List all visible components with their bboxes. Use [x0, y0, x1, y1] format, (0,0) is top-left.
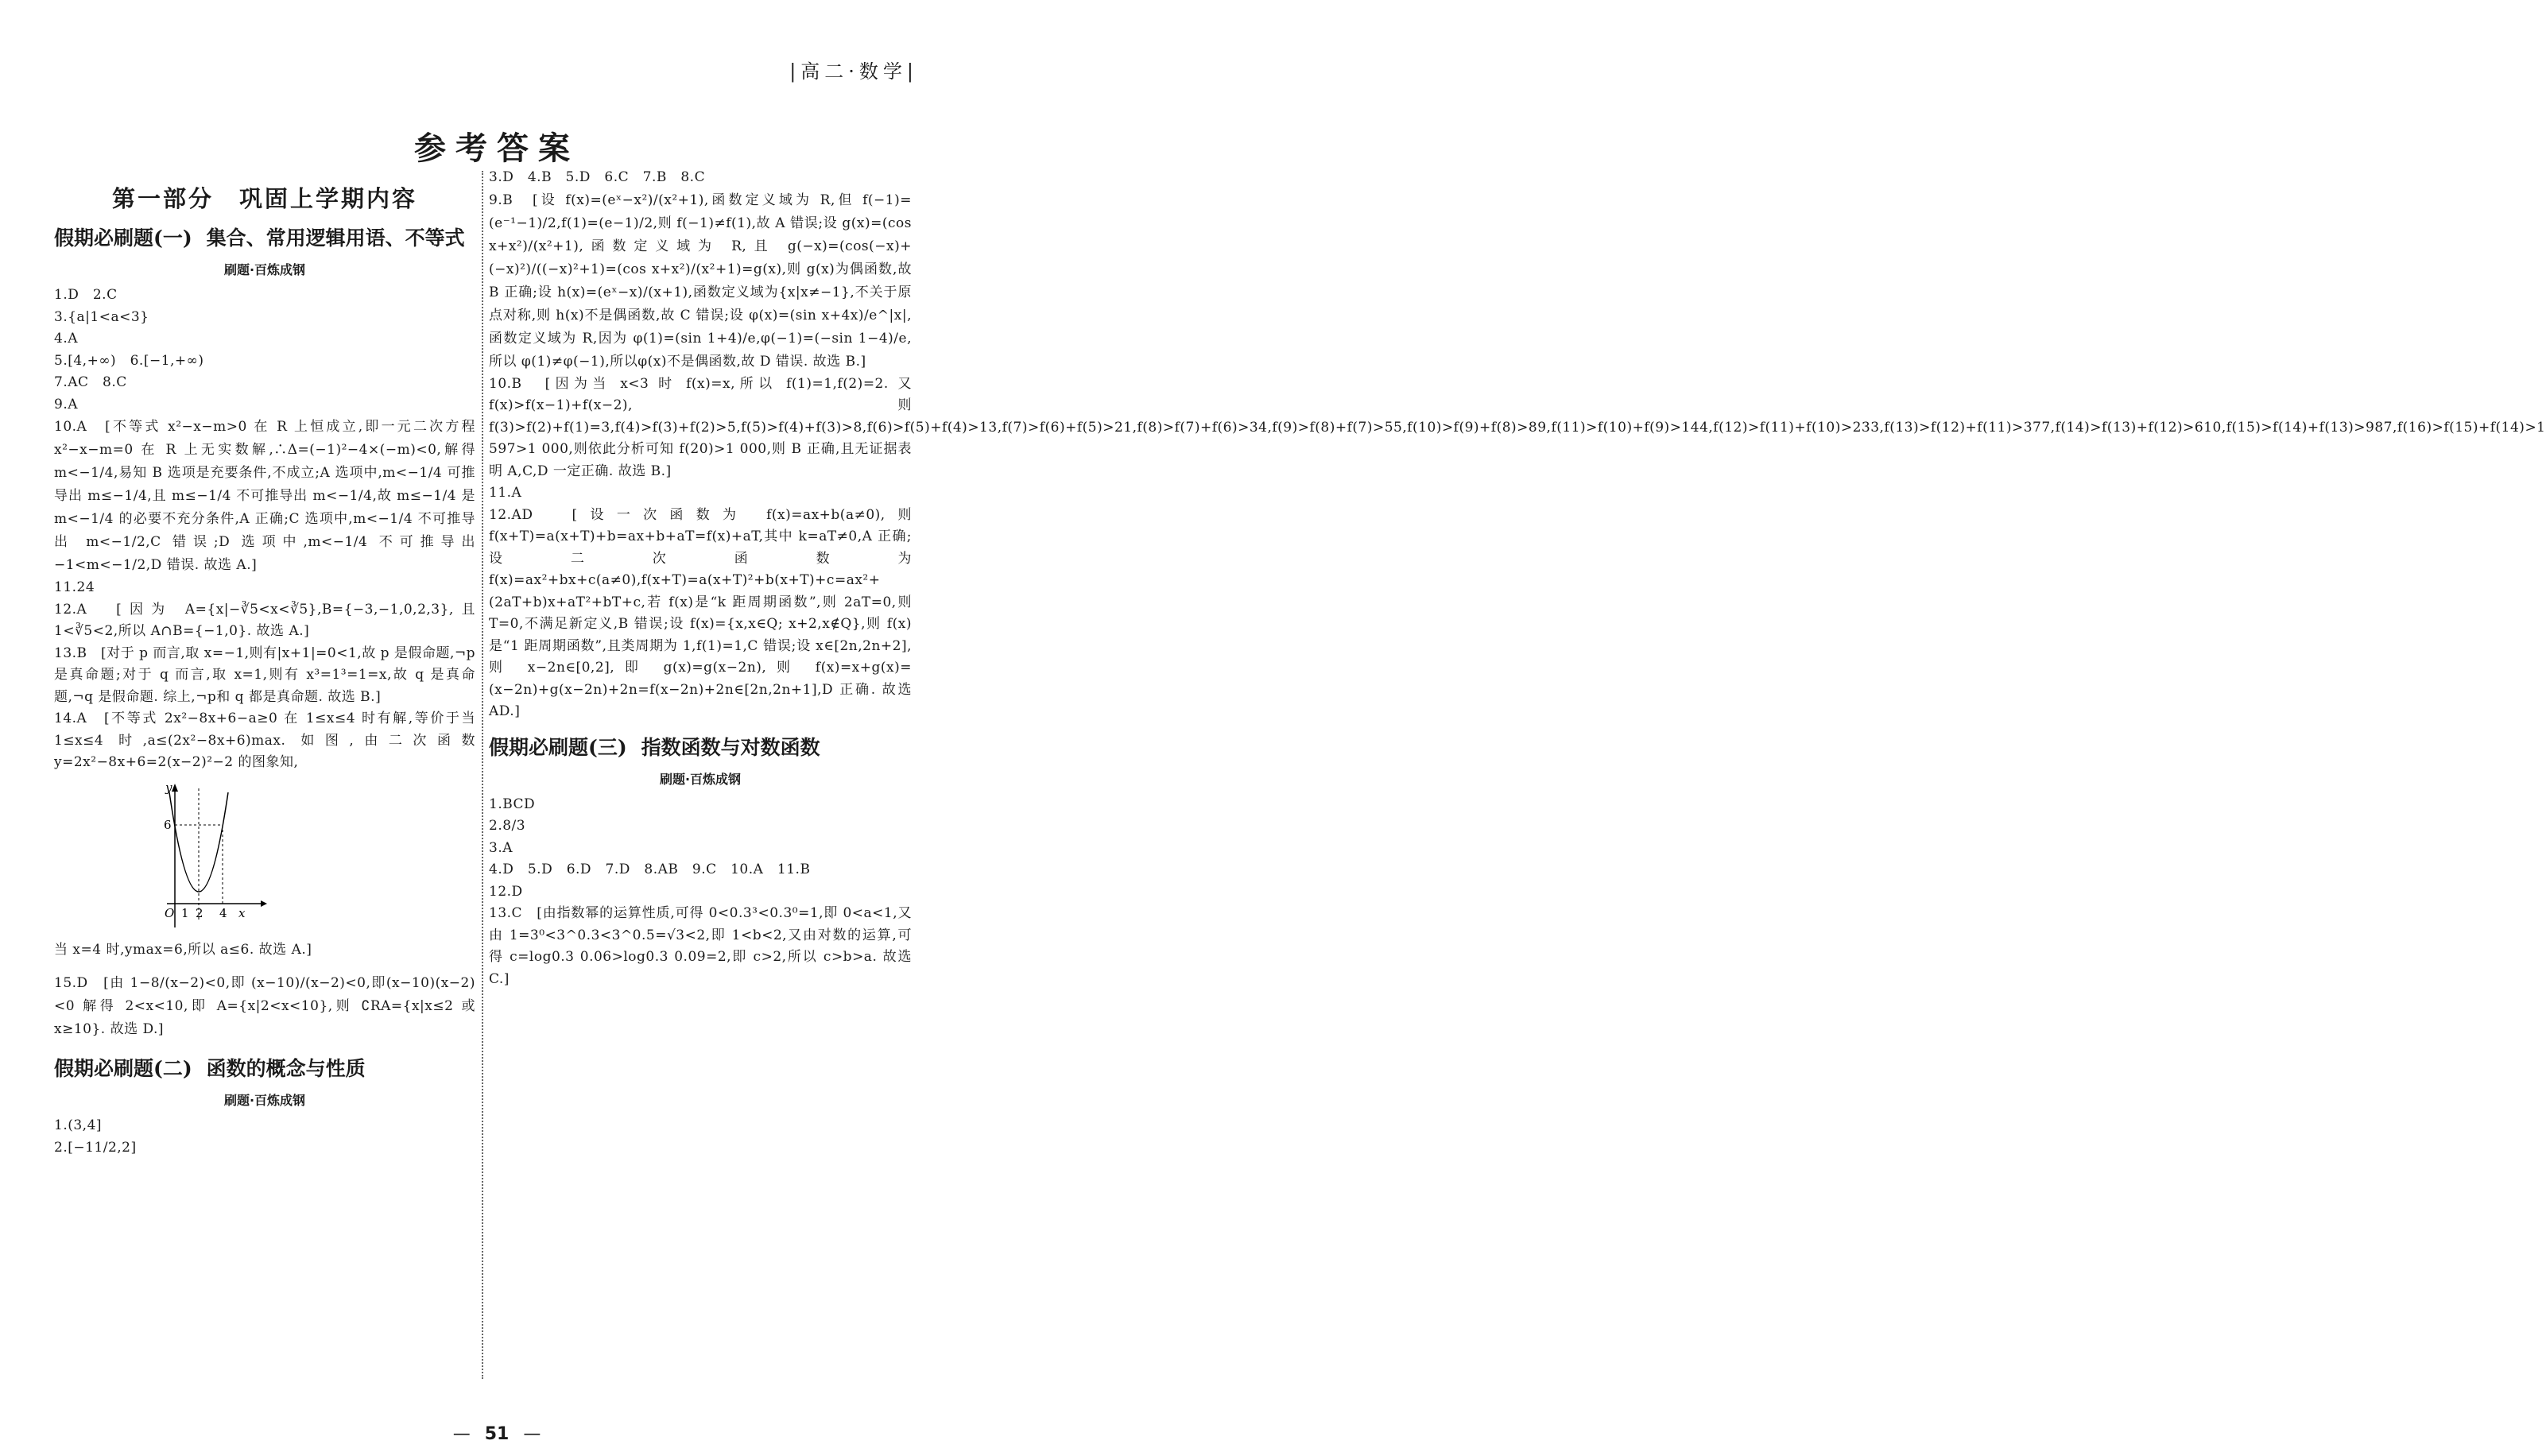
answer-item: 13.B [对于 p 而言,取 x=−1,则有|x+1|=0<1,故 p 是假命题,¬p 是真命题;对于 q 而言,取 x=1,则有 x³=1³=1=x,故 q 是真命题,¬q 是假命题. 综上,¬p和 q 都是真命题. 故选 B.]: [54, 645, 475, 705]
answer-item: 12.A [因为 A={x|−∛5<x<∛5},B={−3,−1,0,2,3},且 1<∛5<2,所以 A∩B={−1,0}. 故选 A.]: [54, 601, 475, 639]
answer-item: 9.A: [54, 396, 78, 412]
page-number: 51: [484, 1424, 510, 1444]
sub-heading: 刷题·百炼成钢: [223, 1093, 306, 1108]
section-title-2: [54, 1054, 475, 1084]
section-title-1: [54, 223, 475, 254]
section-name: 指数函数与对数函数: [641, 735, 820, 759]
answer-item: 1.(3,4]: [54, 1117, 103, 1133]
answer-item: 15.D [由 1−8/(x−2)<0,即 (x−10)/(x−2)<0,即(x−10)(x−2)<0 解得 2<x<10,即 A={x|2<x<10},则 ∁RA={x|x≤2 或 x≥10}. 故选 D.]: [54, 975, 475, 1037]
label-origin: O: [165, 905, 175, 920]
answer-item: 3.A: [489, 839, 513, 856]
answer-item: 3.{a|1<a<3}: [54, 308, 149, 325]
answer-item: 11.24: [54, 579, 95, 595]
label-six: 6: [164, 817, 172, 832]
right-column: [489, 167, 2546, 990]
left-column: [54, 167, 475, 1159]
column-divider: [482, 171, 483, 1379]
answer-item: 4.A: [54, 331, 78, 347]
page-footer: — 51 —: [452, 1424, 541, 1444]
answer-item: 10.A [不等式 x²−x−m>0 在 R 上恒成立,即一元二次方程 x²−x−m=0 在 R 上无实数解,∴Δ=(−1)²−4×(−m)<0,解得m<−1/4,易知 B 选项是充要条件,不成立;A 选项中,m<−1/4 可推导出 m≤−1/4,且 m≤−1/4 不可推导出 m<−1/4,故 m≤−1/4 是 m<−1/4 的必要不充分条件,A 正确;C 选项中,m<−1/4 不可推导出 m<−1/2,C 错误;D 选项中,m<−1/4 不可推导出 −1<m<−1/2,D 错误. 故选 A.]: [54, 419, 475, 573]
answer-item: 13.C [由指数幂的运算性质,可得 0<0.3³<0.3⁰=1,即 0<a<1,又由 1=3⁰<3^0.3<3^0.5=√3<2,即 1<b<2,又由对数的运算,可得 c=log0.3 0.06>log0.3 0.09=2,即 c>2,所以 c>b>a. 故选 C.]: [489, 905, 912, 987]
answer-item: 14.A [不等式 2x²−8x+6−a≥0 在 1≤x≤4 时有解,等价于当 1≤x≤4 时,a≤(2x²−8x+6)max. 如图,由二次函数 y=2x²−8x+6=2(x−2)²−2 的图象知,: [54, 711, 475, 770]
label-y: y: [165, 780, 172, 795]
sub-heading: 刷题·百炼成钢: [659, 771, 742, 787]
sub-heading: 刷题·百炼成钢: [223, 262, 306, 277]
label-four: 4: [219, 905, 227, 920]
parabola-graph: [165, 780, 269, 931]
section-number: 假期必刷题(二): [54, 1057, 192, 1080]
answer-item: 10.B [因为当 x<3 时 f(x)=x,所以 f(1)=1,f(2)=2. 又 f(x)>f(x−1)+f(x−2),则 f(3)>f(2)+f(1)=3,f(4)>f(3)+f(2)>5,f(5)>f(4)+f(3)>8,f(6)>f(5)+f(4)>13,f(7)>f(6)+f(5)>21,f(8)>f(7)+f(6)>34,f(9)>f(8)+f(7)>55,f(10)>f(9)+f(8)>89,f(11)>f(10)+f(9)>144,f(12)>f(11)+f(10)>233,f(13)>f(12)+f(11)>377,f(14)>f(13)+f(12)>610,f(15)>f(14)+f(13)>987,f(16)>f(15)+f(14)>1 597>1 000,则依此分析可知 f(20)>1 000,则 B 正确,且无证据表明 A,C,D 一定正确. 故选 B.]: [489, 375, 2546, 479]
page-title: 参考答案: [414, 130, 579, 167]
label-one: 1: [181, 905, 189, 920]
section-name: 集合、常用逻辑用语、不等式: [206, 227, 465, 250]
label-two: 2: [196, 905, 203, 920]
answer-item: 9.B [设 f(x)=(eˣ−x²)/(x²+1),函数定义域为 R,但 f(−1)=(e⁻¹−1)/2,f(1)=(e−1)/2,则 f(−1)≠f(1),故 A 错误;设 g(x)=(cos x+x²)/(x²+1),函数定义域为 R,且 g(−x)=(cos(−x)+(−x)²)/((−x)²+1)=(cos x+x²)/(x²+1)=g(x),则 g(x)为偶函数,故 B 正确;设 h(x)=(eˣ−x)/(x+1),函数定义域为{x|x≠−1},不关于原点对称,则 h(x)不是偶函数,故 C 错误;设 φ(x)=(sin x+4x)/e^|x|,函数定义域为 R,因为 φ(1)=(sin 1+4)/e,φ(−1)=(−sin 1−4)/e,所以 φ(1)≠φ(−1),所以φ(x)不是偶函数,故 D 错误. 故选 B.]: [489, 192, 912, 370]
section-number: 假期必刷题(一): [54, 227, 192, 250]
answer-item: 3.D 4.B 5.D 6.C 7.B 8.C: [489, 169, 706, 185]
answer-item: 12.AD [设一次函数为 f(x)=ax+b(a≠0),则 f(x+T)=a(x+T)+b=ax+b+aT=f(x)+aT,其中 k=aT≠0,A 正确;设二次函数为 f(x)=ax²+bx+c(a≠0),f(x+T)=a(x+T)²+b(x+T)+c=ax²+(2aT+b)x+aT²+bT+c,若 f(x)是“k 距周期函数”,则 2aT=0,则 T=0,不满足新定义,B 错误;设 f(x)={x,x∈Q; x+2,x∉Q},则 f(x)是“1 距周期函数”,且类周期为 1,f(1)=1,C 错误;设 x∈[2n,2n+2],则 x−2n∈[0,2],即 g(x)=g(x−2n),则 f(x)=x+g(x)=(x−2n)+g(x−2n)+2n=f(x−2n)+2n∈[2n,2n+1],D 正确. 故选 AD.]: [489, 506, 912, 719]
answer-item: 2.[−11/2,2]: [54, 1139, 137, 1156]
answer-item: 5.[4,+∞) 6.[−1,+∞): [54, 352, 204, 369]
label-x: x: [238, 905, 246, 920]
answer-item: 当 x=4 时,ymax=6,所以 a≤6. 故选 A.]: [54, 941, 312, 958]
section-name: 函数的概念与性质: [206, 1057, 366, 1080]
answer-item: 12.D: [489, 883, 523, 900]
part-title: 第一部分 巩固上学期内容: [111, 185, 417, 212]
section-number: 假期必刷题(三): [489, 735, 627, 759]
answer-item: 11.A: [489, 485, 522, 501]
answer-item: 4.D 5.D 6.D 7.D 8.AB 9.C 10.A 11.B: [489, 862, 811, 877]
section-title-3: [489, 733, 912, 763]
answer-item: 2.8/3: [489, 818, 526, 834]
answer-item: 7.AC 8.C: [54, 374, 127, 390]
answer-item: 1.D 2.C: [54, 287, 118, 303]
answer-item: 1.BCD: [489, 796, 536, 812]
page-header: |高二·数学|: [789, 60, 918, 83]
